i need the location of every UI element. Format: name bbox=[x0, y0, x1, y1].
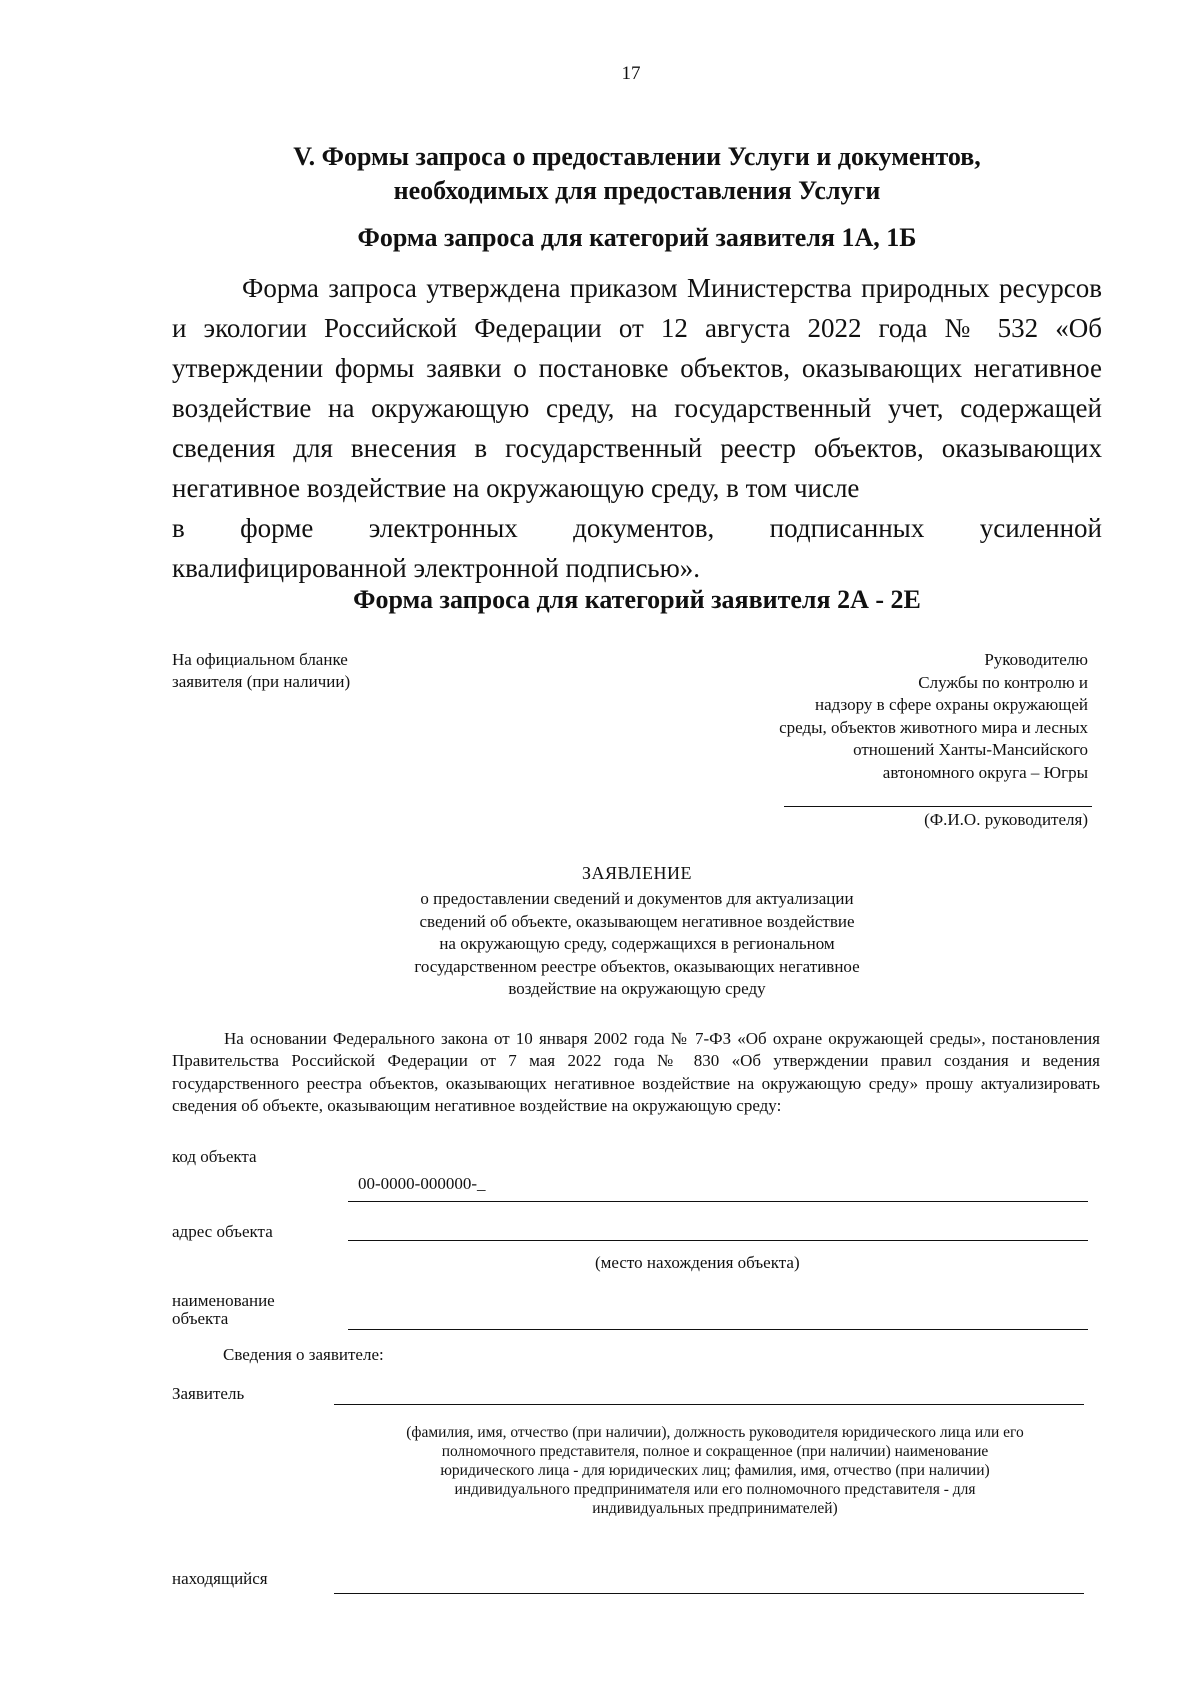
form-1-text-main: Форма запроса утверждена приказом Министерства природных ресурсов и экологии Российской Федерации от 12 августа 2022 года № 532 «Об утверждении формы заявки о постановке объектов, оказывающих негативное воздействие на окружающую среду, на государственный учет, содержащей сведения для внесения в государственный реестр объектов, оказывающих негативное воздействие на окружающую среду, в том числе bbox=[172, 273, 1102, 503]
head-name-caption: (Ф.И.О. руководителя) bbox=[924, 810, 1088, 829]
basis-text: На основании Федерального закона от 10 января 2002 года № 7-ФЗ «Об охране окружающей среды», постановления Правительства Российской Федерации от 7 мая 2022 года № 830 «Об утверждении правил создания и ведения государственного реестра объектов, оказывающих негативное воздействие на окружающую среду» прошу актуализировать сведения об объекте, оказывающим негативное воздействие на окружающую среду: bbox=[172, 1029, 1100, 1115]
form-1-text-spread: в форме электронных документов, подписанных усиленной bbox=[172, 513, 1102, 543]
blank-note bbox=[172, 649, 350, 693]
applicant-caption-line: полномочного представителя, полное и сокращенное (при наличии) наименование bbox=[441, 1443, 989, 1460]
applicant-caption bbox=[340, 1423, 1090, 1518]
basis-paragraph bbox=[172, 1028, 1100, 1117]
applicant-line[interactable] bbox=[334, 1404, 1084, 1405]
addressee-line: надзору в сфере охраны окружающей bbox=[815, 695, 1088, 714]
located-label: находящийся bbox=[172, 1569, 268, 1588]
statement-subtitle-line: государственном реестре объектов, оказывающих негативное bbox=[414, 956, 860, 976]
form-1-text-last: квалифицированной электронной подписью». bbox=[172, 553, 701, 583]
applicant-label: Заявитель bbox=[172, 1384, 245, 1403]
object-code-label: код объекта bbox=[172, 1147, 257, 1166]
object-address-caption: (место нахождения объекта) bbox=[595, 1253, 800, 1272]
form-1-paragraph bbox=[172, 268, 1102, 588]
addressee-line: Службы по контролю и bbox=[918, 672, 1088, 692]
statement-subtitle-line: воздействие на окружающую среду bbox=[508, 979, 766, 998]
addressee-line: среды, объектов животного мира и лесных bbox=[779, 717, 1088, 737]
applicant-caption-line: (фамилия, имя, отчество (при наличии), должность руководителя юридического лица или его bbox=[406, 1424, 1024, 1441]
object-address-line[interactable] bbox=[348, 1240, 1088, 1241]
form-1-heading: Форма запроса для категорий заявителя 1А, 1Б bbox=[357, 223, 917, 252]
statement-subtitle-line: о предоставлении сведений и документов для актуализации bbox=[420, 889, 854, 908]
applicant-caption-line: индивидуальных предпринимателей) bbox=[592, 1500, 838, 1517]
section-title-line-2: необходимых для предоставления Услуги bbox=[393, 176, 881, 205]
located-line[interactable] bbox=[334, 1593, 1084, 1594]
form-2-heading: Форма запроса для категорий заявителя 2А - 2Е bbox=[353, 585, 921, 614]
page-number: 17 bbox=[621, 63, 641, 84]
object-name-label-line-1: наименование bbox=[172, 1291, 275, 1310]
section-title-line-1: V. Формы запроса о предоставлении Услуги и документов, bbox=[293, 142, 981, 171]
object-code-line[interactable] bbox=[348, 1201, 1088, 1202]
addressee-line: Руководителю bbox=[984, 650, 1088, 669]
head-name-line[interactable] bbox=[784, 806, 1092, 807]
statement-subtitle bbox=[172, 888, 1102, 1001]
applicant-info-label: Сведения о заявителе: bbox=[223, 1345, 384, 1364]
section-title bbox=[172, 140, 1102, 208]
addressee-line: отношений Ханты-Мансийского bbox=[853, 740, 1088, 759]
blank-note-line-2: заявителя (при наличии) bbox=[172, 672, 351, 691]
object-name-label bbox=[172, 1292, 275, 1328]
blank-note-line-1: На официальном бланке bbox=[172, 650, 348, 669]
object-name-line[interactable] bbox=[348, 1329, 1088, 1330]
statement-title: ЗАЯВЛЕНИЕ bbox=[581, 863, 693, 883]
statement-subtitle-line: сведений об объекте, оказывающем негативное воздействие bbox=[419, 911, 855, 931]
addressee-line: автономного округа – Югры bbox=[882, 762, 1088, 782]
object-address-label: адрес объекта bbox=[172, 1222, 273, 1241]
statement-subtitle-line: на окружающую среду, содержащихся в региональном bbox=[439, 934, 835, 953]
addressee-block bbox=[648, 649, 1088, 784]
applicant-caption-line: юридического лица - для юридических лиц; фамилия, имя, отчество (при наличии) bbox=[440, 1462, 990, 1479]
applicant-caption-line: индивидуального предпринимателя или его полномочного представителя - для bbox=[454, 1481, 976, 1498]
object-name-label-line-2: объекта bbox=[172, 1309, 229, 1328]
object-code-value[interactable]: 00-0000-000000-_ bbox=[358, 1174, 486, 1193]
